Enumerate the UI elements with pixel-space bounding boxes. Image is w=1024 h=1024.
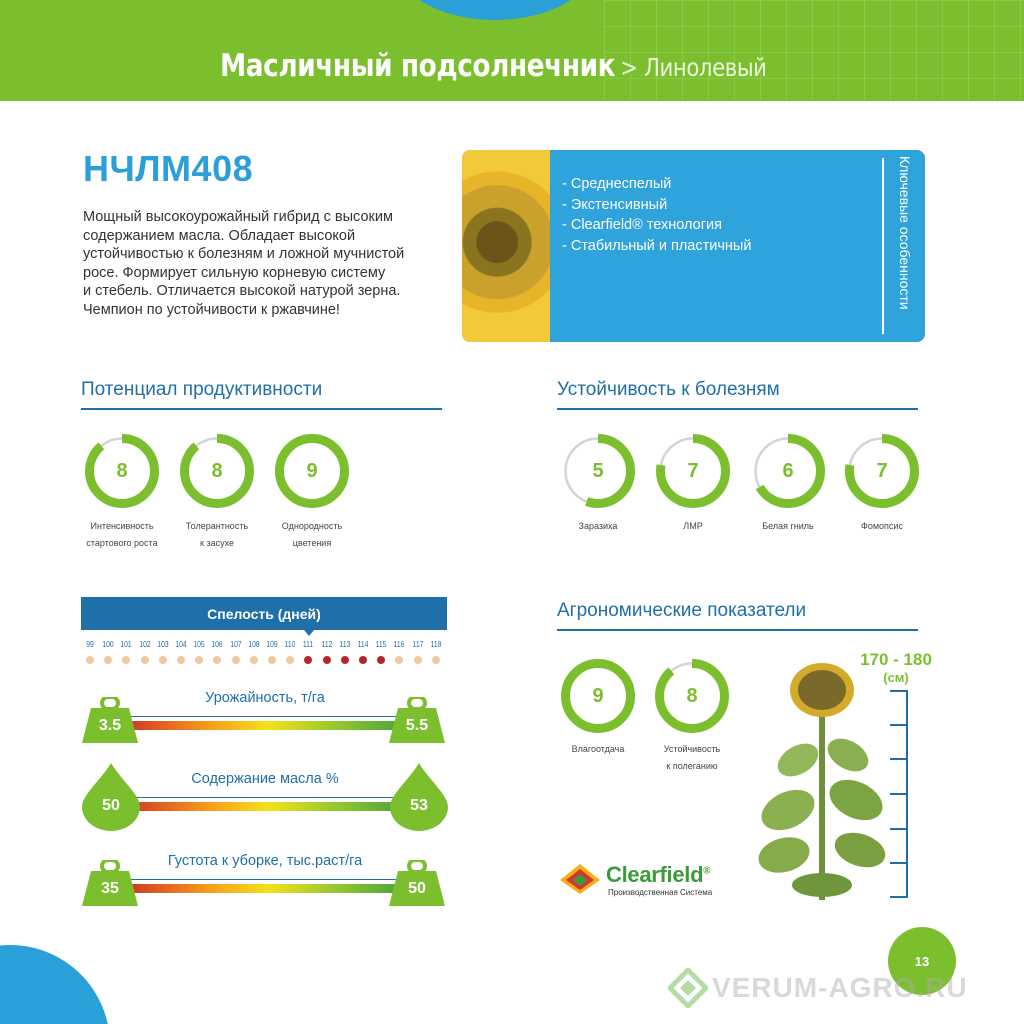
- gauge-label-line: Фомопсис: [861, 521, 903, 531]
- maturity-day-dot: [341, 656, 349, 664]
- clearfield-logo-icon: [558, 862, 602, 896]
- clearfield-name: Clearfield: [606, 862, 704, 887]
- description-line: и стебель. Отличается высокой натурой зерна.: [83, 283, 401, 299]
- maturity-day-dot: [159, 656, 167, 664]
- density-min-value: 35: [101, 880, 119, 897]
- maturity-day-label: 115: [375, 639, 387, 649]
- maturity-day-label: 110: [284, 639, 296, 649]
- oil-min-value: 50: [102, 797, 120, 814]
- gauge-label-line: Влагоотдача: [571, 744, 625, 754]
- key-features-list: [562, 174, 751, 256]
- maturity-day-dot: [213, 656, 221, 664]
- maturity-day-label: 100: [102, 639, 114, 649]
- description-line: Мощный высокоурожайный гибрид с высоким: [83, 209, 393, 225]
- maturity-day-dot: [432, 656, 440, 664]
- maturity-day-dot: [304, 656, 312, 664]
- gauge-value: 9: [306, 459, 318, 482]
- sunflower-plant-image: [758, 660, 888, 900]
- description-line: Чемпион по устойчивости к ржавчине!: [83, 301, 340, 318]
- density-range-label: Густота к уборке, тыс.раст/га: [167, 853, 363, 869]
- maturity-day-label: 109: [266, 639, 278, 649]
- oil-range-strip: [112, 802, 424, 811]
- oil-max-drop-icon: [388, 763, 450, 831]
- ruler-tick: [890, 758, 906, 760]
- ruler-tick: [890, 724, 906, 726]
- watermark-logo-icon: [668, 968, 708, 1008]
- disease-title: Устойчивость к болезням: [557, 379, 918, 410]
- gauge-value: 7: [687, 459, 699, 482]
- gauge-label-line: Устойчивость: [663, 744, 721, 754]
- gauge-label-line: Заразиха: [578, 521, 618, 531]
- maturity-day-label: 105: [193, 639, 205, 649]
- sunflower-photo: [462, 150, 550, 342]
- page-header: [0, 0, 1024, 101]
- gauge-value: 8: [211, 459, 223, 482]
- yield-max-value: 5.5: [405, 717, 429, 734]
- gauge-label-line: Белая гниль: [762, 521, 814, 531]
- density-range-line: [112, 879, 424, 880]
- maturity-day-label: 103: [157, 639, 169, 649]
- description-line: росе. Формирует сильную корневую систему: [83, 264, 386, 281]
- key-features-panel: [462, 150, 925, 342]
- gauge-lodging-resistance: [654, 658, 730, 734]
- maturity-day-dot: [359, 656, 367, 664]
- gauge-label: [827, 518, 937, 535]
- feature-item: - Clearfield® технология: [562, 217, 722, 233]
- maturity-day-dot: [414, 656, 422, 664]
- maturity-day-dot: [104, 656, 112, 664]
- maturity-day-label: 108: [248, 639, 260, 649]
- gauge-label-line: Интенсивность: [90, 521, 154, 531]
- gauge-value: 8: [686, 684, 698, 707]
- maturity-day-label: 111: [303, 639, 314, 649]
- maturity-title-bar: Спелость (дней): [81, 597, 447, 630]
- gauge-drought-tolerance: [179, 433, 255, 509]
- description-line: содержанием масла. Обладает высокой: [83, 227, 356, 244]
- gauge-value: 5: [592, 459, 604, 482]
- clearfield-subtitle: Производственная Система: [608, 888, 713, 897]
- maturity-day-dot: [377, 656, 385, 664]
- feature-item: - Среднеспелый: [562, 176, 672, 192]
- feature-item: - Стабильный и пластичный: [562, 237, 752, 254]
- maturity-day-dot: [122, 656, 130, 664]
- density-max-value: 50: [408, 880, 426, 897]
- gauge-value: 7: [876, 459, 888, 482]
- gauge-phomopsis: [844, 433, 920, 509]
- density-range-strip: [112, 884, 424, 893]
- page-title-main: Масличный подсолнечник: [220, 48, 616, 84]
- maturity-day-dot: [323, 656, 331, 664]
- yield-range-strip: [112, 721, 424, 730]
- maturity-day-label: 118: [430, 639, 442, 649]
- gauge-label: [257, 518, 367, 552]
- gauge-label-line: Однородность: [281, 521, 343, 531]
- gauge-start-growth: [84, 433, 160, 509]
- maturity-day-dot: [232, 656, 240, 664]
- clearfield-reg-mark: ®: [703, 865, 711, 877]
- yield-min-value: 3.5: [98, 717, 122, 734]
- gauge-label-line: Толерантность: [185, 521, 249, 531]
- hybrid-name: НЧЛМ408: [83, 148, 254, 189]
- oil-max-value: 53: [410, 797, 428, 814]
- ruler-tick: [890, 862, 906, 864]
- maturity-day-dot: [395, 656, 403, 664]
- corner-circle-decoration: [0, 945, 110, 1024]
- gauge-label-line: к засухе: [200, 538, 234, 548]
- maturity-day-label: 117: [412, 639, 424, 649]
- maturity-day-label: 113: [339, 639, 351, 649]
- gauge-label-line: ЛМР: [683, 521, 703, 531]
- description-line: устойчивостью к болезням и ложной мучнистой: [83, 246, 405, 262]
- gauge-label-line: стартового роста: [86, 538, 158, 548]
- ruler-tick: [890, 690, 906, 692]
- features-divider: [882, 158, 884, 334]
- maturity-day-label: 116: [393, 639, 405, 649]
- gauge-downy-mildew: [655, 433, 731, 509]
- maturity-day-dot: [177, 656, 185, 664]
- ruler-tick: [890, 793, 906, 795]
- yield-range-label: Урожайность, т/га: [205, 690, 325, 706]
- maturity-day-label: 99: [86, 639, 94, 649]
- maturity-day-label: 104: [175, 639, 187, 649]
- maturity-day-dot: [250, 656, 258, 664]
- page-number: 13: [888, 927, 956, 995]
- oil-range-line: [112, 797, 424, 798]
- gauge-label-line: к полеганию: [666, 761, 718, 771]
- gauge-label-line: цветения: [292, 538, 332, 548]
- productivity-title: Потенциал продуктивности: [81, 379, 442, 410]
- maturity-day-dot: [141, 656, 149, 664]
- maturity-day-dot: [86, 656, 94, 664]
- gauge-label: [67, 518, 177, 552]
- gauge-broomrape: [560, 433, 636, 509]
- feature-item: - Экстенсивный: [562, 196, 668, 213]
- gauge-flowering-uniformity: [274, 433, 350, 509]
- watermark-text: VERUM-AGRO.RU: [712, 972, 968, 1003]
- gauge-label: [162, 518, 272, 552]
- maturity-day-label: 102: [138, 639, 151, 649]
- height-ruler: [906, 690, 908, 898]
- gauge-value: 9: [592, 684, 604, 707]
- page-title: [220, 48, 767, 84]
- gauge-value: 6: [782, 459, 794, 482]
- density-min-weight-icon: [81, 860, 139, 906]
- plant-height-value: 170 - 180: [860, 650, 932, 669]
- gauge-label: [638, 518, 748, 535]
- yield-min-weight-icon: [81, 697, 139, 743]
- oil-min-drop-icon: [80, 763, 142, 831]
- maturity-day-label: 101: [120, 639, 133, 649]
- ruler-tick: [890, 828, 906, 830]
- maturity-day-label: 114: [357, 639, 369, 649]
- maturity-day-label: 112: [321, 639, 333, 649]
- page-title-subtitle: > Линолевый: [620, 53, 767, 82]
- maturity-marker: [304, 630, 314, 636]
- header-circle-decoration: [395, 0, 595, 20]
- gauge-white-rot: [750, 433, 826, 509]
- agronomic-title: Агрономические показатели: [557, 600, 918, 631]
- maturity-day-label: 106: [211, 639, 224, 649]
- plant-height-unit: (см): [883, 670, 909, 685]
- maturity-day-label: 107: [229, 639, 242, 649]
- yield-max-weight-icon: [388, 697, 446, 743]
- maturity-day-dot: [195, 656, 203, 664]
- gauge-label: [637, 741, 747, 775]
- oil-range-label: Содержание масла %: [191, 771, 339, 787]
- ruler-tick: [890, 896, 906, 898]
- maturity-day-dot: [286, 656, 294, 664]
- gauge-value: 8: [116, 459, 128, 482]
- clearfield-brand: [606, 862, 710, 888]
- maturity-day-dot: [268, 656, 276, 664]
- gauge-moisture-release: [560, 658, 636, 734]
- yield-range-line: [112, 716, 424, 717]
- hybrid-description: [83, 208, 443, 319]
- density-max-weight-icon: [388, 860, 446, 906]
- key-features-title: Ключевые особенности: [897, 156, 913, 310]
- gauge-label: [543, 518, 653, 535]
